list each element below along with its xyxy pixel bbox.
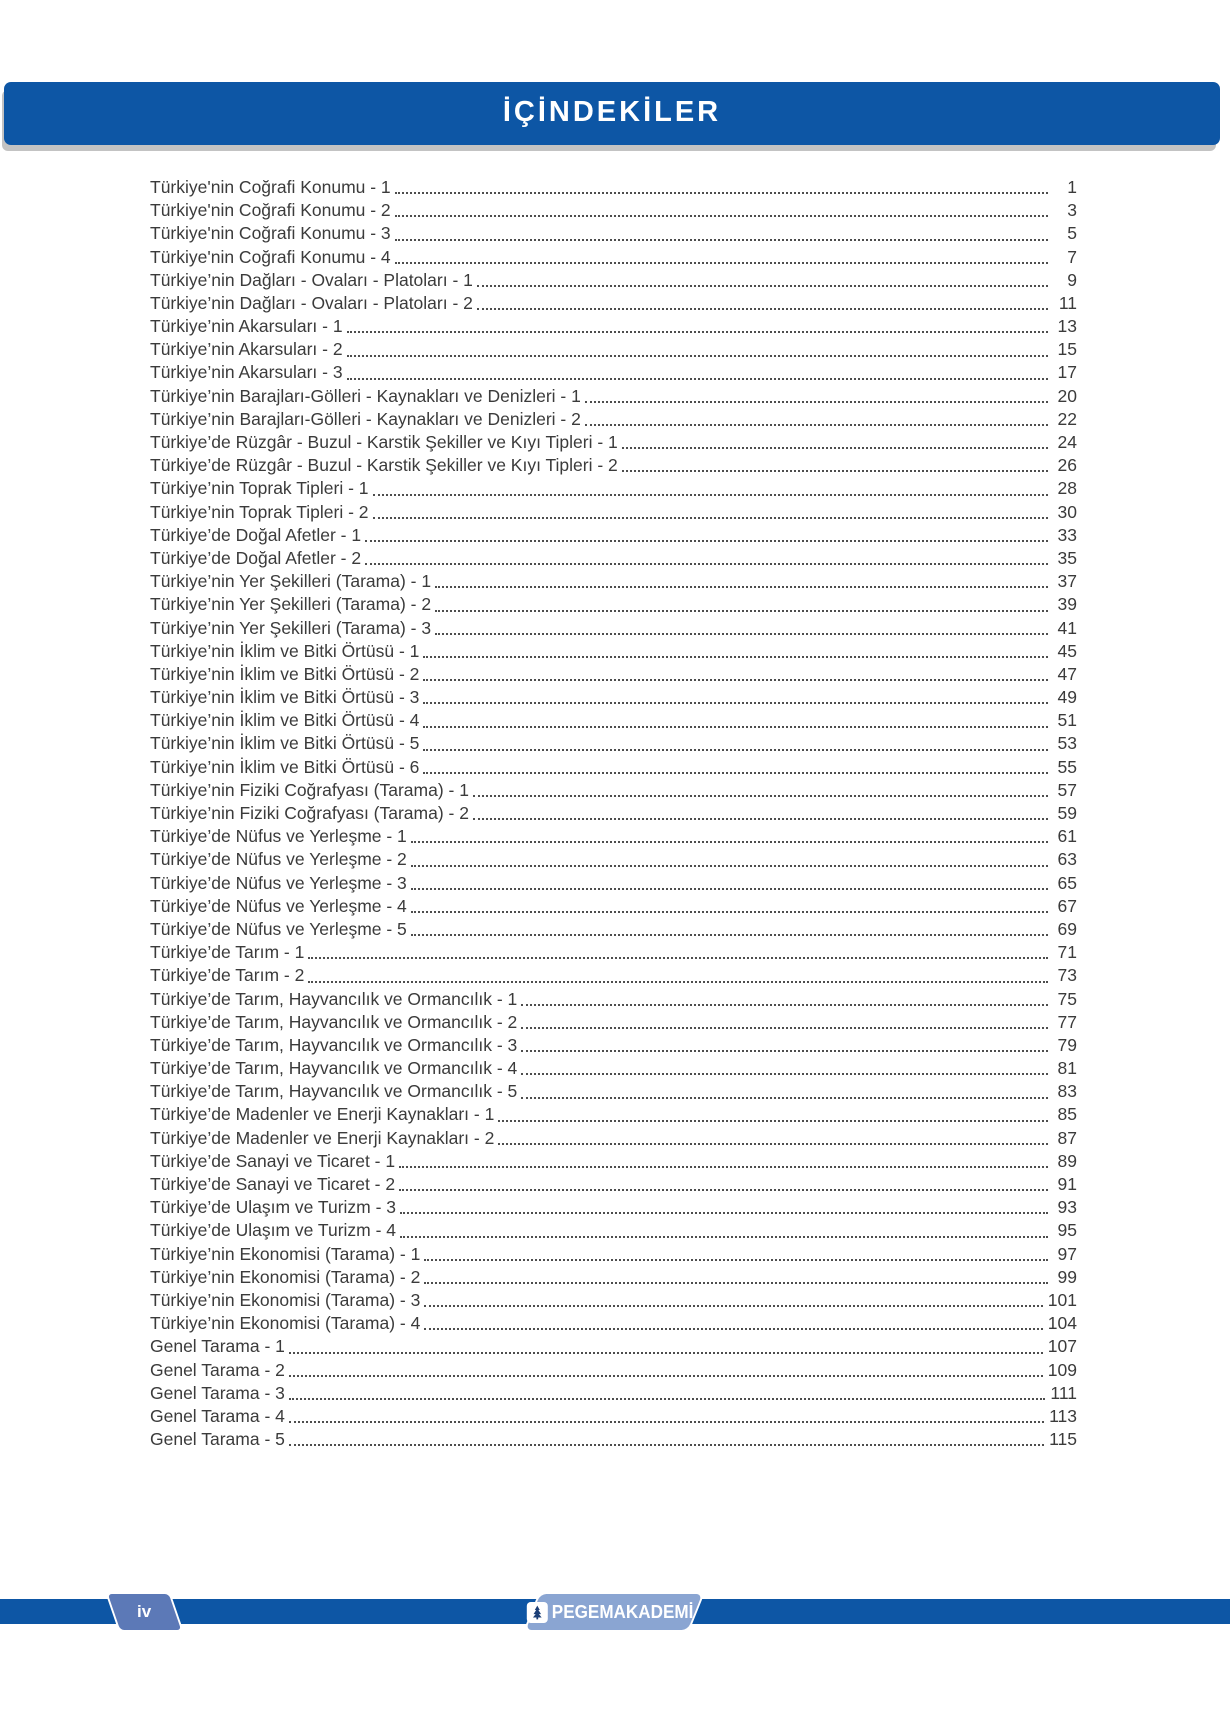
publisher-brand-tab: [523, 1592, 705, 1632]
toc-entry-page: 45: [1057, 640, 1077, 661]
toc-dot-leader: [424, 1282, 1048, 1284]
toc-entry-page: 41: [1057, 617, 1077, 638]
toc-entry: [150, 964, 1077, 987]
toc-dot-leader: [395, 262, 1048, 264]
toc-entry-label: Türkiye’nin İklim ve Bitki Örtüsü - 5: [150, 733, 420, 754]
toc-dot-leader: [400, 1212, 1048, 1214]
toc-dot-leader: [521, 1073, 1048, 1075]
toc-entry: [150, 385, 1077, 408]
toc-entry-label: Türkiye’de Madenler ve Enerji Kaynakları - 2: [150, 1127, 495, 1148]
toc-entry-label: Genel Tarama - 5: [150, 1429, 285, 1450]
toc-entry-page: 26: [1057, 455, 1077, 476]
toc-entry: [150, 1312, 1077, 1335]
toc-dot-leader: [411, 841, 1048, 843]
toc-entry-page: 75: [1057, 988, 1077, 1009]
page-number-tab: [105, 1592, 184, 1632]
toc-entry-page: 37: [1057, 571, 1077, 592]
toc-entry-page: 83: [1057, 1081, 1077, 1102]
toc-entry: [150, 199, 1077, 222]
toc-dot-leader: [585, 401, 1048, 403]
toc-dot-leader: [498, 1143, 1048, 1145]
toc-entry: [150, 663, 1077, 686]
toc-entry: [150, 292, 1077, 315]
toc-entry: [150, 1080, 1077, 1103]
toc-entry-label: Türkiye’de Nüfus ve Yerleşme - 3: [150, 872, 407, 893]
toc-dot-leader: [622, 470, 1048, 472]
toc-entry: [150, 733, 1077, 756]
toc-entry: [150, 315, 1077, 338]
toc-entry-label: Türkiye’de Rüzgâr - Buzul - Karstik Şekiller ve Kıyı Tipleri - 2: [150, 455, 618, 476]
toc-dot-leader: [373, 494, 1048, 496]
toc-entry-label: Türkiye’nin Akarsuları - 1: [150, 316, 343, 337]
toc-entry-label: Türkiye’de Nüfus ve Yerleşme - 1: [150, 826, 407, 847]
toc-entry-page: 47: [1057, 663, 1077, 684]
toc-entry-label: Türkiye’de Nüfus ve Yerleşme - 2: [150, 849, 407, 870]
toc-entry-page: 85: [1057, 1104, 1077, 1125]
toc-dot-leader: [521, 1027, 1048, 1029]
toc-entry: [150, 1150, 1077, 1173]
toc-dot-leader: [411, 888, 1048, 890]
toc-entry: [150, 825, 1077, 848]
toc-entry-label: Genel Tarama - 3: [150, 1382, 285, 1403]
toc-entry: [150, 269, 1077, 292]
toc-dot-leader: [365, 540, 1048, 542]
toc-entry-page: 89: [1057, 1150, 1077, 1171]
toc-entry: [150, 1219, 1077, 1242]
toc-entry-label: Türkiye’nin Fiziki Coğrafyası (Tarama) - 2: [150, 803, 469, 824]
pegem-tree-icon: [527, 1602, 548, 1623]
toc-dot-leader: [289, 1375, 1043, 1377]
toc-entry-label: Türkiye’nin Toprak Tipleri - 2: [150, 501, 369, 522]
toc-entry-page: 24: [1057, 432, 1077, 453]
toc-entry: [150, 756, 1077, 779]
toc-dot-leader: [411, 911, 1048, 913]
toc-entry-page: 17: [1057, 362, 1077, 383]
toc-entry: [150, 1359, 1077, 1382]
toc-entry-label: Türkiye’de Sanayi ve Ticaret - 1: [150, 1150, 396, 1171]
toc-entry: [150, 1104, 1077, 1127]
toc-dot-leader: [423, 679, 1048, 681]
toc-entry: [150, 1289, 1077, 1312]
toc-entry-page: 1: [1067, 176, 1077, 197]
toc-dot-leader: [521, 1004, 1048, 1006]
toc-entry: [150, 1266, 1077, 1289]
toc-entry-label: Türkiye’de Doğal Afetler - 1: [150, 524, 362, 545]
toc-entry: [150, 1034, 1077, 1057]
toc-entry-page: 20: [1057, 385, 1077, 406]
toc-entry-label: Türkiye’de Tarım, Hayvancılık ve Ormancılık - 2: [150, 1011, 518, 1032]
toc-entry-page: 109: [1047, 1359, 1077, 1380]
toc-entry-label: Türkiye’de Nüfus ve Yerleşme - 4: [150, 895, 407, 916]
toc-entry: [150, 802, 1077, 825]
toc-entry-label: Türkiye’de Sanayi ve Ticaret - 2: [150, 1174, 396, 1195]
toc-entry-label: Türkiye’nin İklim ve Bitki Örtüsü - 6: [150, 756, 420, 777]
toc-entry: [150, 524, 1077, 547]
toc-entry-label: Türkiye’de Madenler ve Enerji Kaynakları - 1: [150, 1104, 495, 1125]
toc-dot-leader: [473, 795, 1048, 797]
toc-entry-label: Türkiye’nin Fiziki Coğrafyası (Tarama) - 1: [150, 779, 469, 800]
toc-entry-label: Türkiye’nin Akarsuları - 2: [150, 339, 343, 360]
toc-entry: [150, 477, 1077, 500]
toc-entry-page: 39: [1057, 594, 1077, 615]
contents-header-bar: [4, 82, 1220, 145]
toc-entry: [150, 454, 1077, 477]
toc-dot-leader: [622, 447, 1048, 449]
toc-dot-leader: [424, 1328, 1042, 1330]
toc-entry-label: Türkiye’nin İklim ve Bitki Örtüsü - 3: [150, 687, 420, 708]
toc-dot-leader: [400, 1236, 1048, 1238]
toc-entry-label: Türkiye’de Tarım, Hayvancılık ve Ormancılık - 1: [150, 988, 518, 1009]
toc-entry: [150, 872, 1077, 895]
toc-entry-label: Türkiye’nin Yer Şekilleri (Tarama) - 3: [150, 617, 432, 638]
toc-entry-label: Türkiye’nin Ekonomisi (Tarama) - 4: [150, 1313, 421, 1334]
toc-entry-page: 7: [1067, 246, 1077, 267]
toc-entry: [150, 1057, 1077, 1080]
toc-dot-leader: [395, 215, 1048, 217]
toc-entry-label: Türkiye’de Tarım - 2: [150, 965, 305, 986]
toc-entry-page: 55: [1057, 756, 1077, 777]
toc-entry-label: Türkiye’nin İklim ve Bitki Örtüsü - 4: [150, 710, 420, 731]
toc-list: [150, 176, 1077, 1451]
toc-dot-leader: [423, 749, 1048, 751]
toc-dot-leader: [411, 934, 1048, 936]
toc-dot-leader: [399, 1166, 1048, 1168]
toc-entry: [150, 176, 1077, 199]
toc-entry-page: 15: [1057, 339, 1077, 360]
toc-dot-leader: [423, 726, 1048, 728]
toc-entry-label: Türkiye'nin Coğrafi Konumu - 4: [150, 246, 391, 267]
toc-entry-label: Türkiye’nin Barajları-Gölleri - Kaynakları ve Denizleri - 1: [150, 385, 581, 406]
toc-entry-page: 91: [1057, 1174, 1077, 1195]
toc-entry: [150, 408, 1077, 431]
toc-dot-leader: [473, 818, 1048, 820]
toc-entry: [150, 1196, 1077, 1219]
toc-dot-leader: [399, 1189, 1048, 1191]
toc-entry-label: Genel Tarama - 1: [150, 1336, 285, 1357]
toc-dot-leader: [424, 1259, 1048, 1261]
toc-entry-page: 51: [1057, 710, 1077, 731]
toc-entry: [150, 431, 1077, 454]
toc-dot-leader: [347, 378, 1048, 380]
toc-entry-label: Türkiye’nin Yer Şekilleri (Tarama) - 1: [150, 571, 432, 592]
toc-entry: [150, 617, 1077, 640]
toc-entry-page: 104: [1047, 1313, 1077, 1334]
toc-entry-label: Türkiye’nin Yer Şekilleri (Tarama) - 2: [150, 594, 432, 615]
toc-entry-page: 99: [1057, 1266, 1077, 1287]
toc-entry-page: 67: [1057, 895, 1077, 916]
toc-entry: [150, 640, 1077, 663]
toc-entry-page: 28: [1057, 478, 1077, 499]
toc-entry-page: 30: [1057, 501, 1077, 522]
toc-entry-page: 95: [1057, 1220, 1077, 1241]
toc-entry: [150, 1405, 1077, 1428]
toc-dot-leader: [289, 1444, 1044, 1446]
toc-entry-label: Türkiye’nin Barajları-Gölleri - Kaynakları ve Denizleri - 2: [150, 408, 581, 429]
toc-entry: [150, 338, 1077, 361]
toc-entry-label: Türkiye'nin Coğrafi Konumu - 3: [150, 223, 391, 244]
toc-entry-page: 35: [1057, 547, 1077, 568]
toc-entry-page: 63: [1057, 849, 1077, 870]
toc-dot-leader: [347, 331, 1048, 333]
toc-entry: [150, 1428, 1077, 1451]
toc-entry: [150, 246, 1077, 269]
toc-entry-page: 113: [1049, 1405, 1077, 1426]
toc-dot-leader: [521, 1097, 1048, 1099]
toc-entry-label: Türkiye’nin Toprak Tipleri - 1: [150, 478, 369, 499]
toc-dot-leader: [435, 610, 1048, 612]
toc-entry: [150, 1382, 1077, 1405]
toc-entry-label: Türkiye’nin Ekonomisi (Tarama) - 2: [150, 1266, 421, 1287]
toc-dot-leader: [423, 772, 1048, 774]
toc-dot-leader: [289, 1421, 1044, 1423]
toc-entry-page: 79: [1057, 1034, 1077, 1055]
toc-entry: [150, 918, 1077, 941]
toc-entry-label: Türkiye’nin Ekonomisi (Tarama) - 3: [150, 1289, 421, 1310]
toc-dot-leader: [411, 865, 1048, 867]
toc-dot-leader: [289, 1352, 1043, 1354]
toc-entry-label: Türkiye’de Ulaşım ve Turizm - 4: [150, 1220, 397, 1241]
toc-entry-label: Türkiye’de Ulaşım ve Turizm - 3: [150, 1197, 397, 1218]
toc-entry-page: 57: [1057, 779, 1077, 800]
toc-entry: [150, 222, 1077, 245]
publisher-brand-content: [527, 1602, 701, 1623]
toc-entry: [150, 501, 1077, 524]
toc-entry: [150, 1243, 1077, 1266]
toc-entry-page: 77: [1057, 1011, 1077, 1032]
toc-entry-label: Türkiye’de Tarım, Hayvancılık ve Ormancılık - 4: [150, 1058, 518, 1079]
toc-entry: [150, 988, 1077, 1011]
toc-entry-page: 115: [1049, 1429, 1077, 1450]
toc-dot-leader: [498, 1120, 1048, 1122]
toc-entry-page: 53: [1057, 733, 1077, 754]
toc-entry: [150, 941, 1077, 964]
toc-entry-label: Türkiye’de Tarım, Hayvancılık ve Ormancılık - 5: [150, 1081, 518, 1102]
toc-entry-label: Türkiye’nin Ekonomisi (Tarama) - 1: [150, 1243, 421, 1264]
toc-entry-page: 73: [1057, 965, 1077, 986]
toc-entry-label: Türkiye’nin Dağları - Ovaları - Platoları - 1: [150, 269, 473, 290]
toc-entry-page: 11: [1058, 292, 1077, 313]
toc-entry-label: Türkiye’nin İklim ve Bitki Örtüsü - 1: [150, 640, 420, 661]
toc-dot-leader: [435, 586, 1048, 588]
toc-dot-leader: [365, 563, 1048, 565]
toc-dot-leader: [477, 285, 1048, 287]
toc-entry-page: 65: [1057, 872, 1077, 893]
toc-entry-page: 69: [1057, 918, 1077, 939]
toc-dot-leader: [423, 702, 1048, 704]
toc-entry-page: 13: [1057, 316, 1077, 337]
toc-entry: [150, 848, 1077, 871]
toc-entry-page: 71: [1057, 942, 1077, 963]
toc-entry-label: Türkiye’nin Akarsuları - 3: [150, 362, 343, 383]
toc-entry-page: 3: [1067, 200, 1077, 221]
toc-dot-leader: [308, 957, 1048, 959]
toc-entry-page: 33: [1057, 524, 1077, 545]
toc-dot-leader: [347, 355, 1048, 357]
toc-entry-page: 49: [1057, 687, 1077, 708]
toc-entry-label: Genel Tarama - 4: [150, 1405, 285, 1426]
toc-entry: [150, 1127, 1077, 1150]
toc-entry: [150, 686, 1077, 709]
toc-entry-page: 107: [1047, 1336, 1077, 1357]
toc-dot-leader: [395, 192, 1048, 194]
toc-dot-leader: [308, 981, 1048, 983]
toc-entry-page: 101: [1047, 1289, 1077, 1310]
toc-entry: [150, 1173, 1077, 1196]
toc-entry-page: 59: [1057, 803, 1077, 824]
toc-entry-label: Türkiye’de Doğal Afetler - 2: [150, 547, 362, 568]
toc-entry: [150, 570, 1077, 593]
toc-entry-label: Genel Tarama - 2: [150, 1359, 285, 1380]
toc-dot-leader: [424, 1305, 1042, 1307]
toc-dot-leader: [477, 308, 1048, 310]
toc-entry: [150, 1011, 1077, 1034]
toc-dot-leader: [521, 1050, 1048, 1052]
toc-dot-leader: [585, 424, 1048, 426]
toc-dot-leader: [373, 517, 1048, 519]
toc-entry-page: 5: [1067, 223, 1077, 244]
toc-entry-page: 81: [1057, 1058, 1077, 1079]
toc-entry-page: 9: [1067, 269, 1077, 290]
toc-entry-page: 93: [1057, 1197, 1077, 1218]
toc-entry: [150, 709, 1077, 732]
toc-entry-page: 61: [1057, 826, 1077, 847]
toc-dot-leader: [435, 633, 1048, 635]
page-number-label: iv: [137, 1602, 152, 1621]
toc-entry-page: 97: [1057, 1243, 1077, 1264]
toc-entry-label: Türkiye’nin Dağları - Ovaları - Platoları - 2: [150, 292, 473, 313]
toc-entry-page: 22: [1057, 408, 1077, 429]
toc-entry-label: Türkiye'nin Coğrafi Konumu - 1: [150, 176, 391, 197]
toc-dot-leader: [395, 239, 1048, 241]
toc-dot-leader: [289, 1398, 1046, 1400]
page-title: İÇİNDEKİLER: [502, 96, 722, 128]
toc-entry-label: Türkiye'nin Coğrafi Konumu - 2: [150, 200, 391, 221]
toc-entry-label: Türkiye’nin İklim ve Bitki Örtüsü - 2: [150, 663, 420, 684]
toc-entry: [150, 547, 1077, 570]
toc-entry: [150, 593, 1077, 616]
toc-entry-label: Türkiye’de Tarım - 1: [150, 942, 305, 963]
toc-entry: [150, 1335, 1077, 1358]
toc-entry-page: 111: [1050, 1382, 1077, 1403]
toc-entry-label: Türkiye’de Nüfus ve Yerleşme - 5: [150, 918, 407, 939]
publisher-brand-label: PEGEMAKADEMİ: [552, 1601, 694, 1622]
toc-entry: [150, 895, 1077, 918]
toc-entry-page: 87: [1057, 1127, 1077, 1148]
toc-dot-leader: [423, 656, 1048, 658]
toc-entry: [150, 779, 1077, 802]
toc-entry-label: Türkiye’de Rüzgâr - Buzul - Karstik Şekiller ve Kıyı Tipleri - 1: [150, 432, 618, 453]
toc-entry: [150, 362, 1077, 385]
toc-entry-label: Türkiye’de Tarım, Hayvancılık ve Ormancılık - 3: [150, 1034, 518, 1055]
